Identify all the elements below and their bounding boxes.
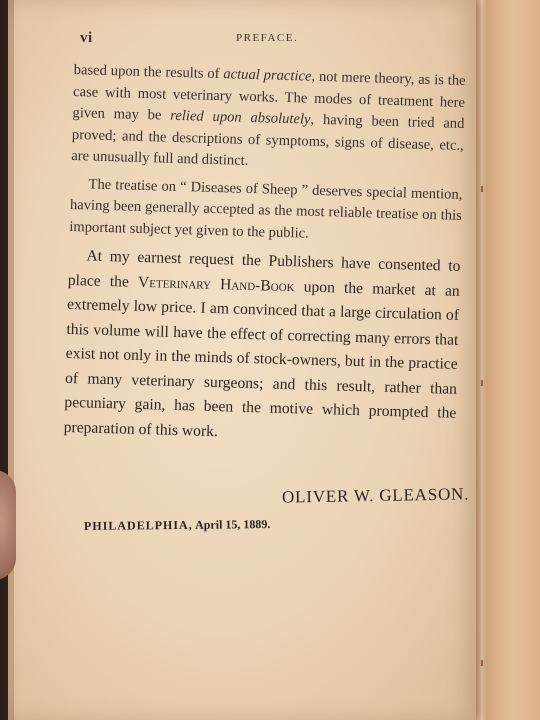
paragraph-3-text: At my earnest request the Publishers have consented to place the xyxy=(67,247,461,291)
emphasis-actual-practice: actual practice xyxy=(223,66,312,85)
preface-text xyxy=(63,60,466,454)
place-date-value: April 15, 1889. xyxy=(194,517,271,532)
right-page xyxy=(486,0,540,720)
book-title: Veterinary Hand-Book xyxy=(137,273,295,295)
paragraph-1-text: based upon the results of xyxy=(73,61,224,83)
emphasis-relied-upon: relied upon absolutely xyxy=(170,107,311,128)
paragraph-1 xyxy=(71,60,466,178)
paragraph-3 xyxy=(63,244,460,451)
signature: OLIVER W. GLEASON. xyxy=(281,484,470,507)
place-city: PHILADELPHIA, xyxy=(83,517,193,533)
page-mark xyxy=(481,380,483,386)
paragraph-3-text-b: upon the market at an extremely low price. I am convinced that a large circulation of this volume will have the effect of correcting many errors that exist not only in the minds of stock-owners, but in the practice of many veterinary surgeons; and this result, rather than pecuniary gain, has been the motive which prompted the preparation of this work. xyxy=(63,277,460,440)
running-head: PREFACE. xyxy=(236,32,299,44)
page-edge xyxy=(476,0,486,720)
paragraph-1-text-c: , having been tried and proved; and the descriptions of symptoms, signs of disease, etc., are unusually full and distinct. xyxy=(71,111,465,169)
finger xyxy=(0,470,16,580)
place-date xyxy=(84,517,271,534)
paragraph-2: The treatise on “ Diseases of Sheep ” deserves special mention, having been generally accepted as the most reliable treatise on this important subject yet given to the public. xyxy=(69,175,463,242)
page-mark xyxy=(481,660,483,666)
page-mark xyxy=(481,186,483,192)
paragraph-1-text-b: , not mere theory, as is the case with most veterinary works. The modes of treatment here given may be xyxy=(72,68,466,124)
book-page xyxy=(14,0,476,720)
page-number: vi xyxy=(80,30,93,46)
